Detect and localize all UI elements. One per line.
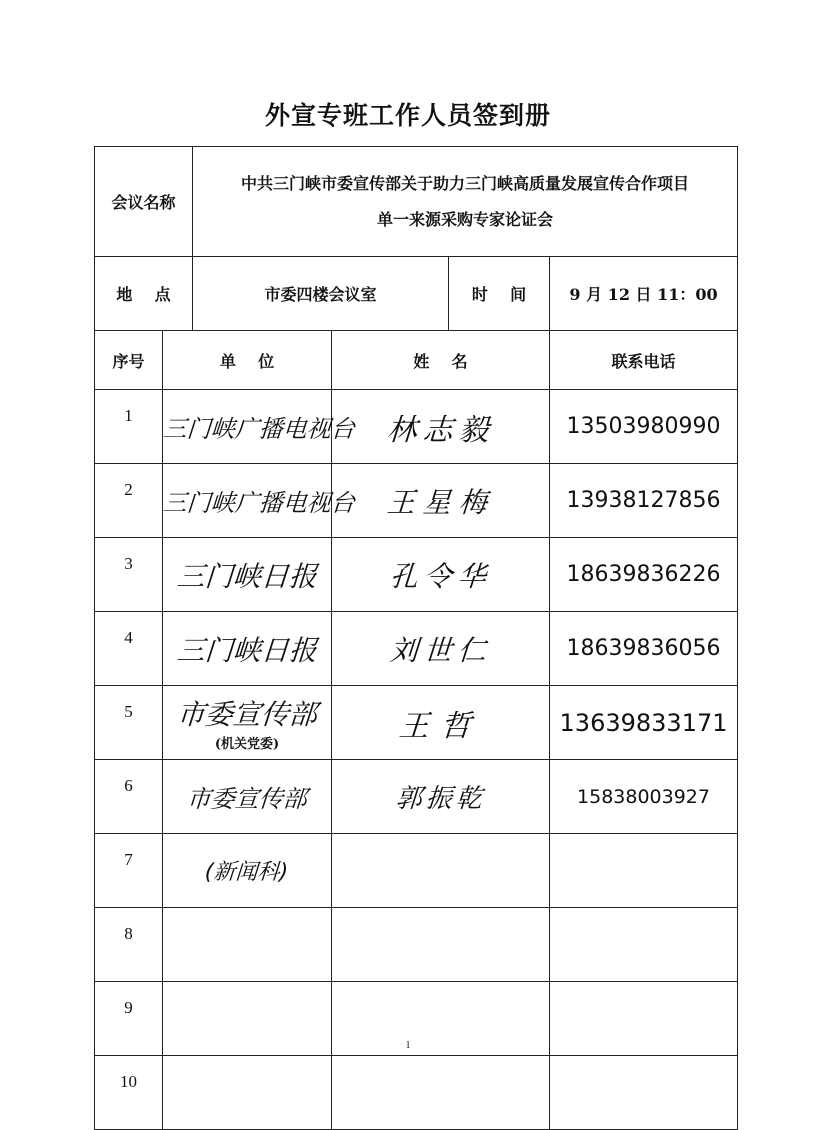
row-seq: 6 [95, 760, 163, 834]
row-phone [550, 908, 738, 982]
row-name [332, 1056, 550, 1130]
row-name [332, 760, 550, 834]
unit-signature: 三门峡日报 [175, 633, 319, 667]
unit-note: (机关党委) [214, 737, 280, 752]
phone-handwritten: 13938127856 [566, 488, 721, 513]
row-unit [163, 908, 332, 982]
unit-signature: 三门峡日报 [175, 559, 319, 593]
row-phone [550, 612, 738, 686]
phone-handwritten: 15838003927 [577, 785, 710, 808]
meeting-name-cell [193, 147, 738, 257]
row-name [332, 834, 550, 908]
table-row [95, 612, 738, 686]
unit-signature: 市委宣传部 [175, 698, 319, 731]
unit-signature: 三门峡广播电视台 [161, 415, 356, 443]
row-unit [163, 538, 332, 612]
unit-signature: 市委宣传部 [185, 785, 308, 813]
row-seq: 10 [95, 1056, 163, 1130]
table-row [95, 834, 738, 908]
unit-signature: 三门峡广播电视台 [161, 489, 356, 517]
row-phone [550, 834, 738, 908]
row-phone [550, 1056, 738, 1130]
name-signature: 王哲 [397, 708, 484, 744]
row-unit [163, 686, 332, 760]
row-seq: 9 [95, 982, 163, 1056]
unit-note-handwritten: (新闻科) [204, 860, 290, 885]
phone-handwritten: 18639836226 [566, 562, 721, 587]
location-label: 地 点 [95, 257, 193, 331]
row-name [332, 390, 550, 464]
table-row [95, 538, 738, 612]
row-phone [550, 464, 738, 538]
table-row [95, 760, 738, 834]
name-signature: 刘世仁 [388, 633, 493, 667]
time-value: 9 月 12 日 11：00 [550, 257, 738, 331]
row-name [332, 686, 550, 760]
table-row [95, 1056, 738, 1130]
column-header-row [95, 331, 738, 390]
phone-handwritten: 13503980990 [566, 414, 721, 439]
sign-in-table [94, 146, 738, 1130]
time-label: 时 间 [449, 257, 550, 331]
meeting-name-label: 会议名称 [95, 147, 193, 257]
table-row [95, 464, 738, 538]
name-signature: 郭振乾 [394, 784, 487, 814]
row-seq: 7 [95, 834, 163, 908]
page-title: 外宣专班工作人员签到册 [264, 101, 551, 130]
name-signature: 林志毅 [385, 412, 496, 448]
header-phone: 联系电话 [550, 331, 738, 390]
meeting-name-line2: 单一来源采购专家论证会 [377, 209, 554, 229]
row-unit [161, 390, 356, 464]
location-time-row [95, 257, 738, 331]
row-seq: 1 [95, 390, 163, 464]
row-phone [550, 390, 738, 464]
name-signature: 王星梅 [385, 485, 496, 519]
row-seq: 8 [95, 908, 163, 982]
header-name: 姓 名 [332, 331, 550, 390]
row-unit [163, 1056, 332, 1130]
phone-handwritten: 18639836056 [566, 636, 721, 661]
row-seq: 3 [95, 538, 163, 612]
header-seq: 序号 [95, 331, 163, 390]
table-row [95, 686, 738, 760]
row-phone [550, 538, 738, 612]
row-phone [550, 760, 738, 834]
row-name [332, 612, 550, 686]
header-unit: 单 位 [163, 331, 332, 390]
row-seq: 4 [95, 612, 163, 686]
row-unit [163, 760, 332, 834]
page-number: 1 [405, 1040, 411, 1051]
meeting-name-line1: 中共三门峡市委宣传部关于助力三门峡高质量发展宣传合作项目 [241, 173, 690, 193]
row-seq: 2 [95, 464, 163, 538]
phone-handwritten: 13639833171 [559, 708, 728, 737]
row-name [332, 538, 550, 612]
row-seq: 5 [95, 686, 163, 760]
row-phone [550, 686, 738, 760]
table-row [95, 390, 738, 464]
name-signature: 孔令华 [388, 559, 493, 593]
table-row [95, 908, 738, 982]
row-name [332, 908, 550, 982]
row-unit [161, 464, 356, 538]
row-name [332, 464, 550, 538]
row-unit [163, 612, 332, 686]
location-value: 市委四楼会议室 [193, 257, 449, 331]
row-unit [163, 834, 332, 908]
meeting-name-row [95, 147, 738, 257]
